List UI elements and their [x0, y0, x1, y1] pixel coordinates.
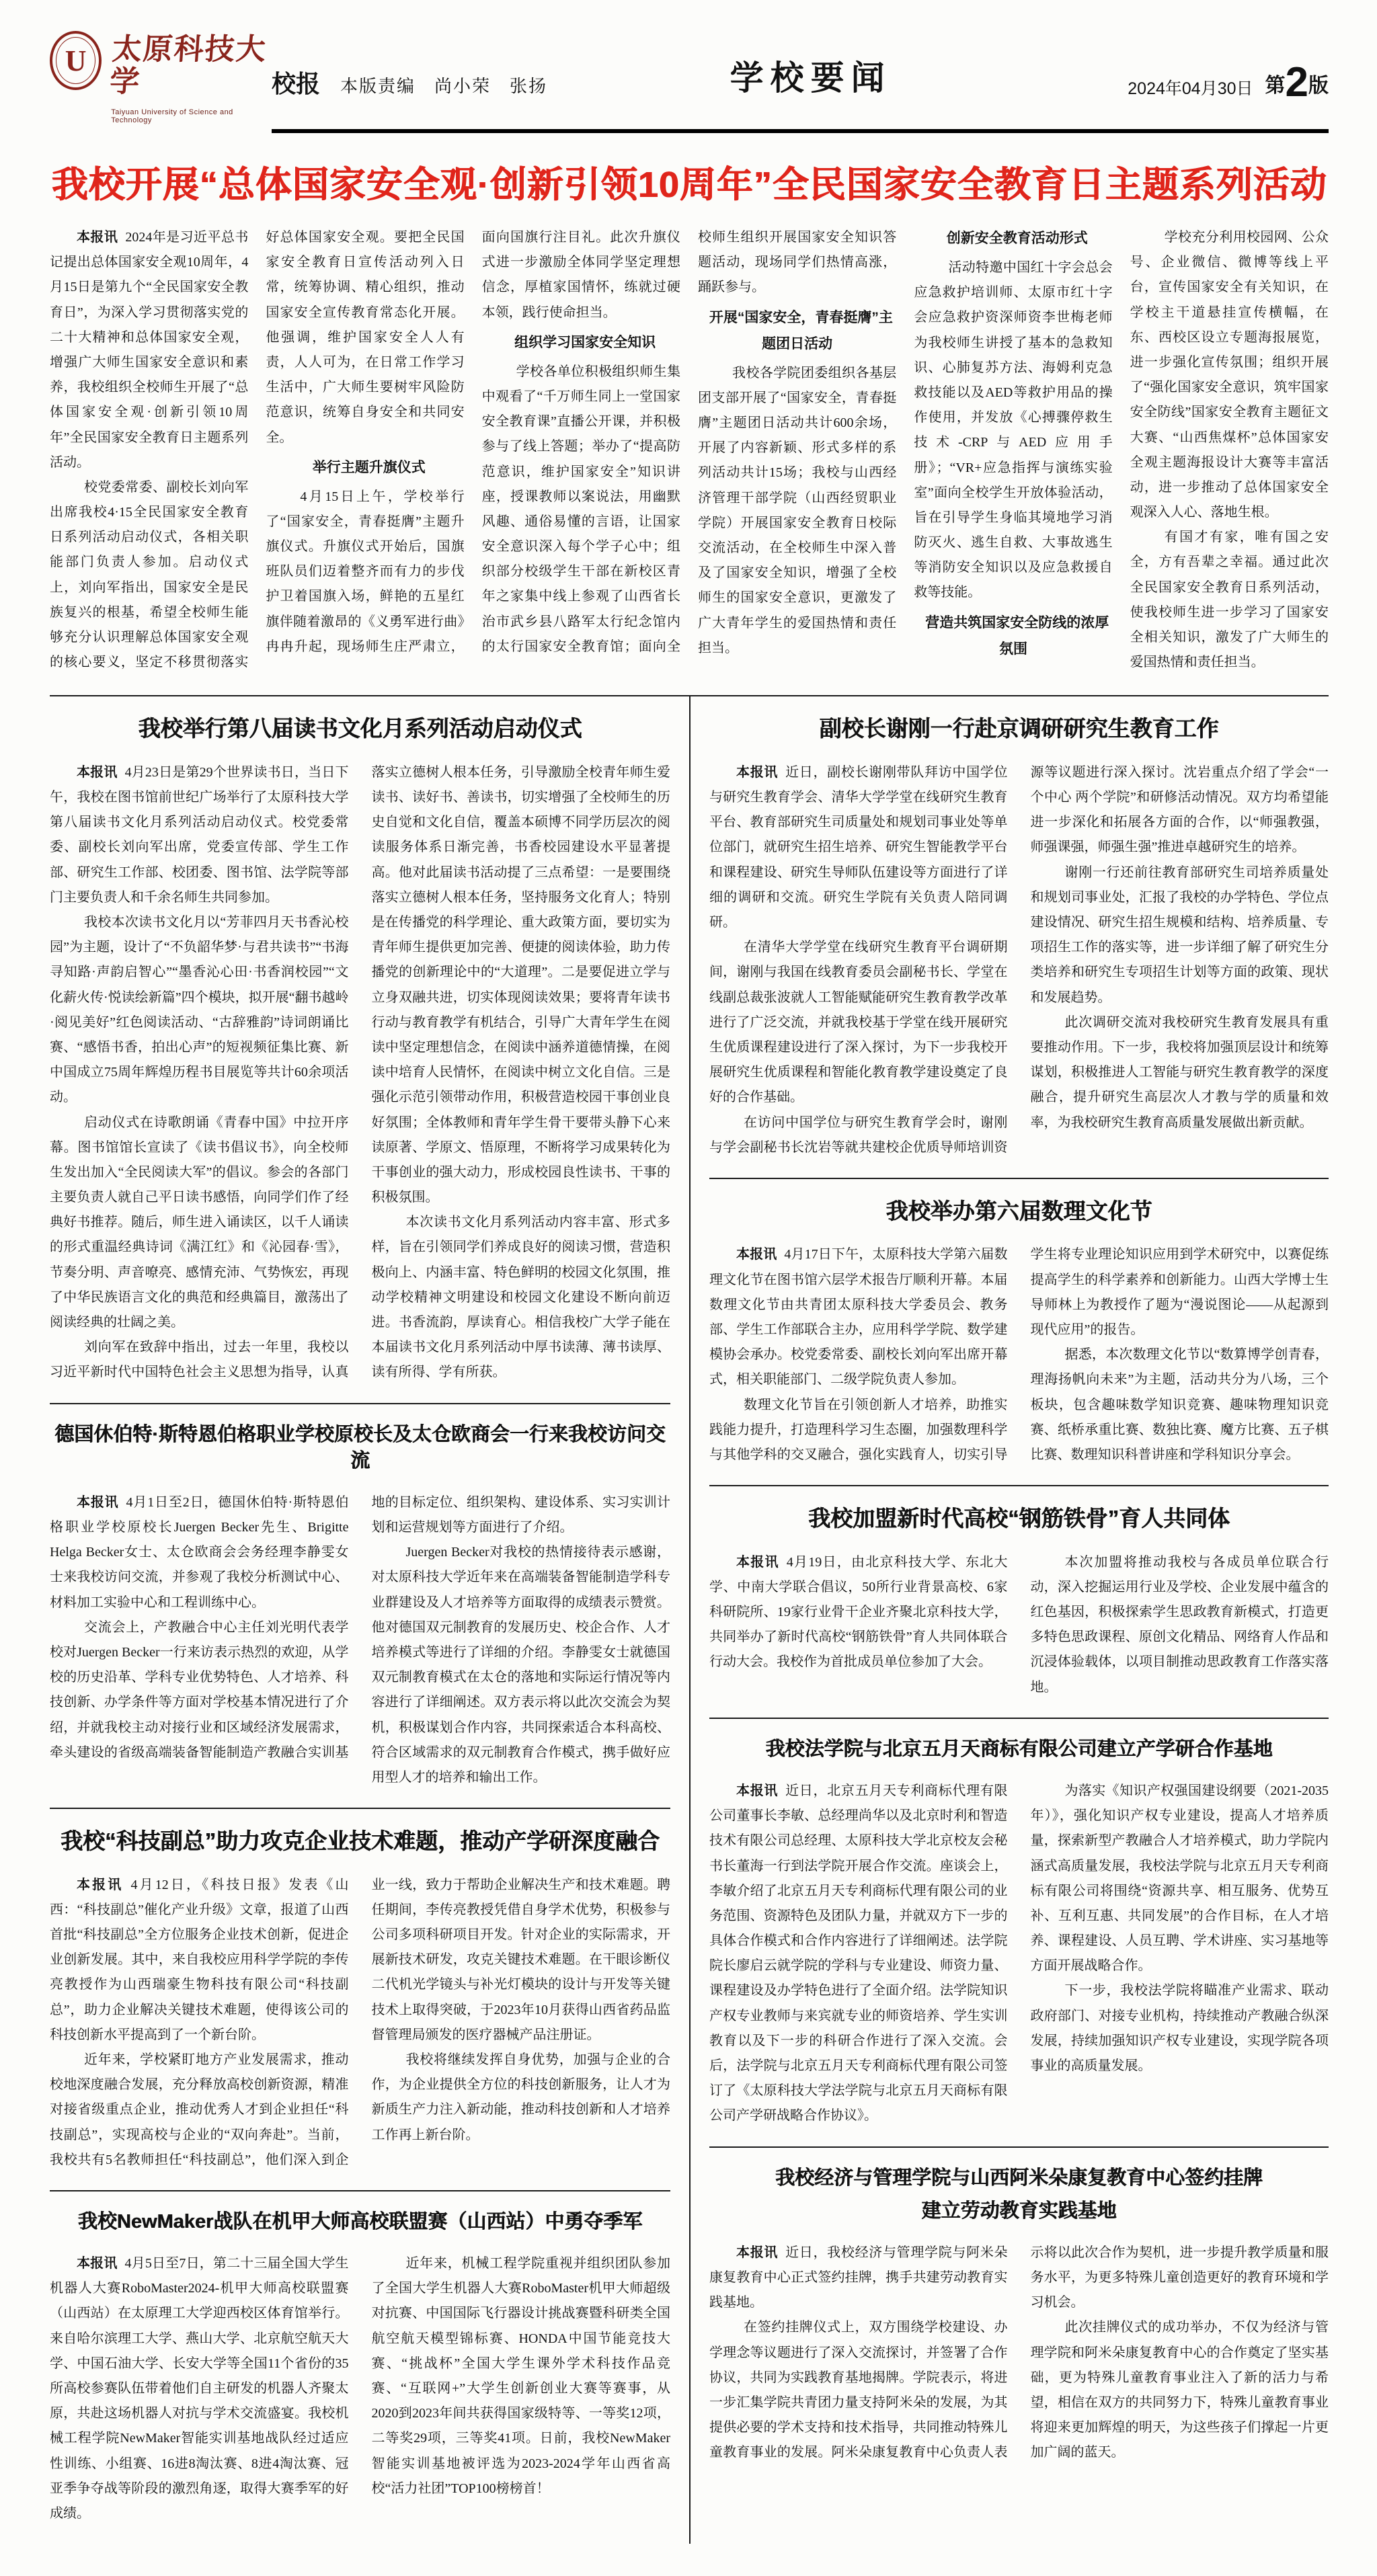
dateline-prefix: 本报讯 [77, 764, 118, 780]
paragraph-text: 在清华大学学堂在线研究生教育平台调研期间，谢刚与我国在线教育委员会副秘书长、学堂在线副总裁张波就人工智能赋能研究生教育教学改革进行了广泛交流，并就我校基于学堂在线开展研究生优质课程建设进行了深入探讨，为下一步我校开展研究生优质课程和智能化教育教学建设奠定了良好的合作基础。 [709, 940, 1008, 1105]
article-body [709, 1779, 1329, 2129]
paragraph-text: 学校各单位积极组织师生集中观看了“千万师生同上一堂国家安全教育课”直播公开课，并积极参与了线上答题；举办了“提高防范意识，维护国家安全”知识讲座，授课教师以案说法，用幽默风趣、通俗易懂的言语，让国家安全意识深入每个学子心中；组织部分校级学生干部在新校区青年之家集中线上参观了山西省长治市武乡县八路军太行纪念馆内的太行国家安全教育馆；面向全校师生组织开展国家安全知识答题活动，现场同学们热情高涨，踊跃参与。 [481, 230, 897, 654]
paragraph-text: 据悉，本次数理文化节以“数算博学创青春，理海扬帆向未来”为主题，活动共分为八场，三个板块，包含趣味数学知识竞赛、趣味物理知识竞赛、纸桥承重比赛、数独比赛、魔方比赛、五子棋比赛、数理知识科普讲座和学科知识分享会。 [1030, 1347, 1329, 1462]
article-title: 我校NewMaker战队在机甲大师高校联盟赛（山西站）中勇夺季军 [77, 2210, 643, 2232]
paragraph-text: 近日，北京五月天专利商标代理有限公司董事长李敏、总经理尚华以及北京时利和智造技术有限公司总经理、太原科技大学北京校友会秘书长董海一行到法学院开展合作交流。座谈会上，李敏介绍了北京五月天专利商标代理有限公司的业务范围、资源特色及团队力量，并就双方下一步的具体合作模式和合作内容进行了详细阐述。法学院院长廖启云就学院的学科与专业建设、师资力量、课程建设及办学特色进行了全面介绍。法学院知识产权专业教师与来宾就专业的师资培养、学生实训教育以及下一步的科研合作进行了深入交流。会后，法学院与北京五月天专利商标代理有限公司签订了《太原科技大学法学院与北京五月天商标有限公司产学研战略合作协议》。 [709, 1783, 1008, 2124]
edition-suffix: 版 [1308, 75, 1329, 97]
paragraph [914, 225, 1112, 251]
edition-number: 2 [1285, 59, 1308, 106]
article-newmaker-robomaster [50, 2190, 670, 2544]
left-column [50, 696, 689, 2544]
article-math-physics-festival [709, 1178, 1329, 1485]
edition-label [1265, 59, 1329, 106]
paragraph-text: 近日，我校经济与管理学院与阿米朵康复教育中心正式签约挂牌，携手共建劳动教育实践基地。 [709, 2245, 1008, 2310]
article-body [50, 760, 670, 1385]
masthead-row [272, 35, 1329, 106]
paragraph-text: 举行主题升旗仪式 [312, 459, 426, 475]
paragraph-text: 在访问中国学位与研究生教育学会时，谢刚与学会副秘书长沈岩等就共建校企优质导师培训资源等议题进行深入探讨。沈岩重点介绍了学会“一个中心 两个学院”和研修活动情况。双方均希望能进一步深化和拓展各方面的合作，以“师强教强，师强课强，师强生强”推进卓越研究生的培养。 [709, 764, 1329, 1155]
article-title: 我校加盟新时代高校“钢筋铁骨”育人共同体 [808, 1506, 1230, 1531]
paragraph-text: 在签约挂牌仪式上，双方围绕学校建设、办学理念等议题进行了深入交流探讨，并签署了合作协议，共同为实践教育基地揭牌。学院表示，将进一步汇集学院共青团力量支持阿米朵的发展，为其提供必要的学术支持和技术指导，共同推动特殊儿童教育事业的发展。阿米朵康复教育中心负责人表示将以此次合作为契机，进一步提升教学质量和服务水平，为更多特殊儿童创造更好的教育环境和学习机会。 [709, 2245, 1329, 2460]
paragraph-text: 我校将继续发挥自身优势，加强与企业的合作，为企业提供全方位的科技创新服务，让人才为新质生产力注入新动能，推动科技创新和人才培养工作再上新台阶。 [371, 2052, 670, 2142]
article-body [50, 1490, 670, 1790]
section-title: 学校要闻 [730, 59, 892, 97]
paragraph-text: 下一步，我校法学院将瞄准产业需求、联动政府部门、对接专业机构，持续推动产教融合纵深发展，持续加强知识产权专业建设，实现学院各项事业的高质量发展。 [1030, 1983, 1329, 2074]
paragraph [50, 225, 248, 475]
article-body [709, 2241, 1329, 2466]
masthead-left [272, 65, 547, 99]
dateline-prefix: 本报讯 [77, 1877, 124, 1892]
paragraph [914, 255, 1112, 606]
paragraph [1031, 1978, 1329, 2079]
paragraph-text: 为落实《知识产权强国建设纲要（2021-2035年）》，强化知识产权专业建设，提高人才培养质量，探索新型产教融合人才培养模式，助力学院内涵式高质量发展，我校法学院与北京五月天专利商标有限公司将围绕“资源共享、相互服务、优势互补、互利互惠、共同发展”的合作目标，在人才培养、课程建设、人员互聘、学术讲座、实习基地等方面开展战略合作。 [1030, 1783, 1329, 1974]
lead-story-body [50, 225, 1329, 675]
article-body [709, 760, 1329, 1160]
paragraph-text: 学校充分利用校园网、公众号、企业微信、微博等线上平台，宣传国家安全有关知识，在学校主干道悬挂宣传横幅，在东、西校区设立专题海报展览，进一步强化宣传氛围；组织开展了“强化国家安全意识，筑牢国家安全防线”国家安全教育主题征文大赛、“山西焦煤杯”总体国家安全观主题海报设计大赛等丰富活动，进一步推动了总体国家安全观深入人心、落地生根。 [1130, 230, 1329, 520]
university-name-cn: 太原科技大学 [108, 33, 268, 99]
paragraph [1031, 1550, 1329, 1700]
paragraph-text: 刘向军在致辞中指出，过去一年里，我校以习近平新时代中国特色社会主义思想为指导，认真落实立德树人根本任务，引导激励全校青年师生爱读书、读好书、善读书，切实增强了全校师生的历史自觉和文化自信，覆盖本硕博不同学历层次的阅读服务体系日渐完善，书香校园建设水平显著提高。他对此届读书活动提了三点希望：一是要围绕落实立德树人根本任务，坚持服务文化育人；特别是在传播党的科学理论、重大政策方面，要切实为青年师生提供更加完善、便捷的阅读体验，助力传播党的创新理论中的“大道理”。二是要促进立学与立身双融共进，切实体现阅读效果；要将青年读书行动与教育教学有机结合，引导广大青年学生在阅读中坚定理想信念，在阅读中涵养道德情操，在阅读中培育人民情怀，在阅读中树立文化自信。三是强化示范引领带动作用，积极营造校园干事创业良好氛围；全体教师和青年学生骨干要带头静下心来读原著、学原文、悟原理，不断将学习成果转化为干事创业的强大动力，形成校园良性读书、干事的积极氛围。 [50, 764, 670, 1380]
article-body [50, 1873, 670, 2173]
paragraph-text: 4月5日至7日，第二十三届全国大学生机器人大赛RoboMaster2024-机甲大师高校联盟赛（山西站）在太原理工大学迎西校区体育馆举行。来自哈尔滨理工大学、燕山大学、北京航空航天大学、中国石油大学、长安大学等全国11个省份的35所高校参赛队伍带着他们自主研发的机器人齐聚太原，共赴这场机器人对抗与学术交流盛宴。我校机械工程学院NewMaker智能实训基地战队经过适应性训练、小组赛、16进8淘汰赛、8进4淘汰赛、冠亚季争夺战等阶段的激烈角逐，取得大赛季军的好成绩。 [50, 2256, 349, 2521]
paragraph [1031, 1010, 1329, 1135]
issue-date: 2024年04月30日 [1128, 79, 1253, 98]
article-title: 德国休伯特·斯特恩伯格职业学校原校长及太仓欧商会一行来我校访问交流 [54, 1423, 666, 1472]
paragraph-text: 此次调研交流对我校研究生教育发展具有重要推动作用。下一步，我校将加强顶层设计和统筹谋划，积极推进人工智能与研究生教育教学的深度融合，提升研究生高层次人才教与学的质量和效率，为我校研究生教育高质量发展做出新贡献。 [1030, 1014, 1329, 1130]
masthead [50, 35, 1329, 124]
editors-label: 本版责编 尚小荣 张扬 [340, 76, 548, 96]
paragraph [50, 1111, 349, 1336]
paragraph [50, 1873, 349, 2048]
paragraph-text: 启动仪式在诗歌朗诵《青春中国》中拉开序幕。图书馆馆长宣读了《读书倡议书》，向全校师生发出加入“全民阅读大军”的倡议。参会的各部门主要负责人就自己平日读书感悟，向同学们作了经典好书推荐。随后，师生进入诵读区，以千人诵读的形式重温经典诗词《满江红》和《沁园春·雪》，节奏分明、声音嘹亮、感情充沛、气势恢宏，再现了中华民族语言文化的典范和经典篇目，激荡出了阅读经典的壮阔之美。 [50, 1115, 349, 1330]
paragraph-text: 开展“国家安全，青春挺膺”主题团日活动 [709, 309, 893, 352]
paragraph-text: 本次加盟将推动我校与各成员单位联合行动，深入挖掘运用行业及学校、企业发展中蕴含的红色基因，积极探索学生思政教育新模式，打造更多特色思政课程、原创文化精品、网络育人作品和沉浸体验载体，以项目制推动思政教育工作落实落地。 [1030, 1554, 1329, 1695]
university-name-block [108, 31, 272, 124]
article-title: 我校经济与管理学院与山西阿米朵康复教育中心签约挂牌 [775, 2167, 1263, 2189]
article-title: 我校举行第八届读书文化月系列活动启动仪式 [138, 716, 582, 741]
paragraph [709, 1779, 1008, 2129]
main-headline: 我校开展“总体国家安全观·创新引领10周年”全民国家安全教育日主题系列活动 [51, 165, 1327, 205]
article-beijing-research [709, 696, 1329, 1178]
dateline-prefix: 本报讯 [736, 1783, 779, 1798]
paragraph-text: Juergen Becker对我校的热情接待表示感谢，对太原科技大学近年来在高端装备智能制造学科专业群建设及人才培养等方面取得的成绩表示赞赏。他对德国双元制教育的发展历史、校企合作、人才培养模式等进行了详细的介绍。李静雯女士就德国双元制教育模式在太仓的落地和实际运行情况等内容进行了详细阐述。双方表示将以此次交流会为契机，积极谋划合作内容，共同探索适合本科高校、符合区域需求的双元制教育合作模式，携手做好应用型人才的培养和输出工作。 [371, 1545, 670, 1785]
article-title: 我校“科技副总”助力攻克企业技术难题，推动产学研深度融合 [61, 1828, 660, 1854]
paragraph [1031, 1779, 1329, 1979]
paragraph [698, 361, 896, 661]
article-labor-education-base [709, 2146, 1329, 2483]
paragraph [372, 2048, 671, 2148]
article-title: 我校举办第六届数理文化节 [886, 1198, 1152, 1223]
paragraph-text: 活动特邀中国红十字会总会应急救护培训师、太原市红十字会应急救护资深师资李世梅老师为我校师生讲授了基本的急救知识、心肺复苏方法、海姆利克急救技能以及AED等救护用品的操作使用，并发放《心搏骤停救生技术-CRP与AED应用手册》；“VR+应急指挥与演练实验室”面向全校学生开放体验活动，旨在引导学生身临其境地学习消防灭火、逃生自救、大事故逃生等消防安全知识以及应急救援自救等技能。 [914, 260, 1113, 600]
paragraph-text: 创新安全教育活动形式 [946, 231, 1088, 246]
paragraph-text: 近年来，机械工程学院重视并组织团队参加了全国大学生机器人大赛RoboMaster机甲大师超级对抗赛、中国国际飞行器设计挑战赛暨科研类全国航空航天模型锦标赛、HONDA中国节能竞技大赛、“挑战杯”全国大学生课外学术科技作品竞赛、“互联网+”大学生创新创业大赛等赛事，从2020到2023年间共获得国家级特等、一等奖12项，二等奖29项，三等奖41项。日前，我校NewMaker智能实训基地被评选为2023-2024学年山西省高校“活力社团”TOP100榜榜首！ [371, 2256, 670, 2496]
masthead-right [1128, 59, 1329, 106]
paragraph-text: 近年来，学校紧盯地方产业发展需求，推动校地深度融合发展，充分释放高校创新资源，精准对接省级重点企业，推动优秀人才到企业担任“科技副总”，实现高校与企业的“双向奔赴”。当前，我校共有5名教师担任“科技副总”，他们深入到企业一线，致力于帮助企业解决生产和技术难题。聘任期间，李传亮教授凭借自身学术优势，积极参与公司多项科研项目开发。针对企业的实际需求，开展新技术研发，攻克关键技术难题。在干眼诊断仪二代机光学镜头与补光灯模块的设计与开发等关键技术上取得突破，于2023年10月获得山西省药品监督管理局颁发的医疗器械产品注册证。 [50, 1877, 670, 2167]
paragraph-text: 4月12日，《科技日报》发表《山西：“科技副总”催化产业升级》文章，报道了山西首批“科技副总”全方位服务企业技术创新，促进企业创新发展。其中，来自我校应用科学学院的李传亮教授作为山西瑞豪生物科技有限公司“科技副总”，助力企业解决关键技术难题，使得该公司的科技创新水平提高到了一个新台阶。 [50, 1877, 349, 2042]
paragraph-text: 4月15日上午，学校举行了“国家安全，青春挺膺”主题升旗仪式。升旗仪式开始后，国旗班队员们迈着整齐而有力的步伐护卫着国旗入场，鲜艳的五星红旗伴随着激昂的《义勇军进行曲》冉冉升起，现场师生庄严肃立，面向国旗行注目礼。此次升旗仪式进一步激励全体同学坚定理想信念，厚植家国情怀，练就过硬本领，践行使命担当。 [266, 230, 680, 654]
article-body [50, 2251, 670, 2526]
university-emblem-icon: U [50, 31, 102, 90]
article-law-trademark-base [709, 1718, 1329, 2146]
article-body [709, 1550, 1329, 1700]
university-logo [50, 31, 272, 124]
paragraph-text: 有国才有家，唯有国之安全，方有吾辈之幸福。通过此次全民国家安全教育日系列活动，使我校师生进一步学习了国家安全相关知识，激发了广大师生的爱国热情和责任担当。 [1130, 530, 1329, 670]
dateline-prefix: 本报讯 [77, 230, 118, 245]
paragraph [372, 1210, 671, 1385]
right-column [689, 696, 1329, 2544]
paragraph [50, 760, 349, 910]
paragraph-text: 组织学习国家安全知识 [514, 334, 656, 350]
article-title: 我校法学院与北京五月天商标有限公司建立产学研合作基地 [765, 1738, 1273, 1760]
article-body [709, 1242, 1329, 1467]
paragraph [50, 2251, 349, 2526]
dateline-prefix: 本报讯 [736, 1554, 779, 1570]
paragraph [50, 1490, 349, 1615]
paragraph-text: 营造共筑国家安全防线的浓厚氛围 [925, 614, 1109, 657]
dateline-prefix: 本报讯 [77, 1494, 119, 1510]
paragraph [709, 1242, 1008, 1392]
paragraph [709, 2241, 1008, 2316]
dateline-prefix: 本报讯 [77, 2256, 118, 2271]
dateline-prefix: 本报讯 [736, 2245, 779, 2260]
paragraph-text: 校党委常委、副校长刘向军出席我校4·15全民国家安全教育日系列活动启动仪式，各相关职能部门负责人参加。启动仪式上，刘向军指出，国家安全是民族复兴的根基，希望全校师生能够充分认识理解总体国家安全观的核心要义，坚定不移贯彻落实好总体国家安全观。要把全民国家安全教育日宣传活动列入日常，统筹协调、精心组织，推动国家安全宣传教育常态化开展。他强调，维护国家安全人人有责，人人可为，在日常工作学习生活中，广大师生要树牢风险防范意识，统筹自身安全和共同安全。 [50, 230, 465, 670]
paragraph-text: 4月17日下午，太原科技大学第六届数理文化节在图书馆六层学术报告厅顺利开幕。本届数理文化节由共青团太原科技大学委员会、教务部、学生工作部联合主办，应用科学学院、数学建模协会承办。校党委常委、副校长刘向军出席开幕式，相关职能部门、二级学院负责人参加。 [709, 1247, 1008, 1387]
paper-name: 校报 [272, 70, 321, 97]
paragraph [709, 935, 1008, 1110]
paragraph-text: 数理文化节旨在引领创新人才培养，助推实践能力提升，打造理科学习生态圈，加强数理科学与其他学科的交叉融合，强化实践育人，切实引导学生将专业理论知识应用到学术研究中，以赛促练提高学生的科学素养和创新能力。山西大学博士生导师林上为教授作了题为“漫说图论——从起源到现代应用”的报告。 [709, 1247, 1329, 1462]
dateline-prefix: 本报讯 [736, 1247, 777, 1262]
paragraph [372, 1540, 671, 1790]
paragraph [266, 454, 464, 481]
paragraph [1130, 225, 1329, 525]
paragraph-text: 本次读书文化月系列活动内容丰富、形式多样，旨在引领同学们养成良好的阅读习惯，营造积极向上、内涵丰富、特色鲜明的校园文化氛围，推动学校精神文明建设和校园文化建设不断向前迈进。书香流韵，厚读育心。相信我校广大学子能在本届读书文化月系列活动中厚书读薄、薄书读厚、读有所得、学有所获。 [371, 1215, 670, 1380]
paragraph-text: 谢刚一行还前往教育部研究生司培养质量处和规划司事业处，汇报了我校的办学特色、学位点建设情况、研究生招生规模和结构、培养质量、专项招生工作的落实等，进一步详细了解了研究生分类培养和研究生专项招生计划等方面的政策、现状和发展趋势。 [1030, 864, 1329, 1005]
paragraph-text: 4月23日是第29个世界读书日，当日下午，我校在图书馆前世纪广场举行了太原科技大学第八届读书文化月系列活动启动仪式。校党委常委、副校长刘向军出席，党委宣传部、学生工作部、研究生工作部、校团委、图书馆、法学院等部门主要负责人和千余名师生共同参加。 [50, 764, 349, 905]
lower-sections [50, 696, 1329, 2544]
article-title-line2: 建立劳动教育实践基地 [921, 2200, 1117, 2222]
paragraph [50, 910, 349, 1111]
paragraph-text: 4月19日，由北京科技大学、东北大学、中南大学联合倡议，50所行业背景高校、6家科研院所、19家行业骨干企业齐聚北京科技大学，共同举办了新时代高校“钢筋铁骨”育人共同体联合行动大会。我校作为首批成员单位参加了大会。 [709, 1554, 1008, 1670]
paragraph-text: 我校本次读书文化月以“芳菲四月天书香沁校园”为主题，设计了“不负韶华梦·与君共读书”“书海寻知路·声韵启智心”“墨香沁心田·书香润校园”“文化薪火传·悦读绘新篇”四个模块，拟开展“翻书越岭·阅见美好”红色阅读活动、“古辞雅韵”诗词朗诵比赛、“感悟书香，拍出心声”的短视频征集比赛、新中国成立75周年辉煌历程书目展览等共计60余项活动。 [50, 915, 349, 1105]
paragraph [1031, 860, 1329, 1010]
paragraph-text: 交流会上，产教融合中心主任刘光明代表学校对Juergen Becker一行来访表示热烈的欢迎，从学校的历史沿革、学科专业优势特色、人才培养、科技创新、办学条件等方面对学校基本情况进行了介绍，并就我校主动对接行业和区域经济发展需求，牵头建设的省级高端装备智能制造产教融合实训基地的目标定位、组织架构、建设体系、实习实训计划和运营规划等方面进行了介绍。 [50, 1494, 670, 1760]
university-name-en: Taiyuan University of Science and Technology [111, 108, 233, 124]
paragraph [698, 305, 896, 357]
edition-prefix: 第 [1265, 75, 1286, 97]
paragraph [1130, 525, 1329, 675]
article-reading-month [50, 696, 670, 1402]
masthead-rule [272, 129, 1329, 133]
article-tech-vp [50, 1808, 670, 2190]
paragraph-text: 此次挂牌仪式的成功举办，不仅为经济与管理学院和阿米朵康复教育中心的合作奠定了坚实基础，更为特殊儿童教育事业注入了新的活力与希望，相信在双方的共同努力下，特殊儿童教育事业将迎来更加辉煌的明天，为这些孩子们撑起一片更加广阔的蓝天。 [1030, 2320, 1329, 2460]
paragraph [914, 610, 1112, 662]
article-german-visit [50, 1403, 670, 1808]
lead-story [50, 225, 1329, 675]
paragraph-text: 4月1日至2日，德国休伯特·斯特恩伯格职业学校原校长Juergen Becker先生、Brigitte Helga Becker女士、太仓欧商会会务经理李静雯女士来我校访问交流，并参观了我校分析测试中心、材料加工实验中心和工程训练中心。 [50, 1494, 349, 1610]
paragraph [482, 329, 680, 356]
article-title: 副校长谢刚一行赴京调研研究生教育工作 [819, 716, 1219, 741]
paragraph-text: 2024年是习近平总书记提出总体国家安全观10周年，4月15日是第九个“全民国家安全教育日”，为深入学习贯彻落实党的二十大精神和总体国家安全观，增强广大师生国家安全意识和素养，我校组织全校师生开展了“总体国家安全观·创新引领10周年”全民国家安全教育日主题系列活动。 [50, 230, 249, 470]
paragraph [709, 760, 1008, 935]
paragraph [1031, 2315, 1329, 2465]
article-steel-community [709, 1485, 1329, 1718]
paragraph [1031, 1342, 1329, 1467]
paragraph [709, 1550, 1008, 1675]
paragraph-text: 我校各学院团委组织各基层团支部开展了“国家安全，青春挺膺”主题团日活动共计600余场，开展了内容新颖、形式多样的系列活动共计15场；我校与山西经济管理干部学院（山西经贸职业学院）开展国家安全教育日校际交流活动，在全校师生中深入普及了国家安全知识，增强了全校师生的国家安全意识，更激发了广大青年学生的爱国热情和责任担当。 [697, 365, 897, 655]
paragraph [372, 2251, 671, 2501]
dateline-prefix: 本报讯 [736, 764, 779, 780]
paragraph-text: 近日，副校长谢刚带队拜访中国学位与研究生教育学会、清华大学学堂在线研究生教育平台、教育部研究生司质量处和规划司事业处等单位部门，就研究生招生培养、研究生智能教学平台和课程建设、研究生导师队伍建设等方面进行了详细的调研和交流。研究生学院有关负责人陪同调研。 [709, 764, 1008, 930]
